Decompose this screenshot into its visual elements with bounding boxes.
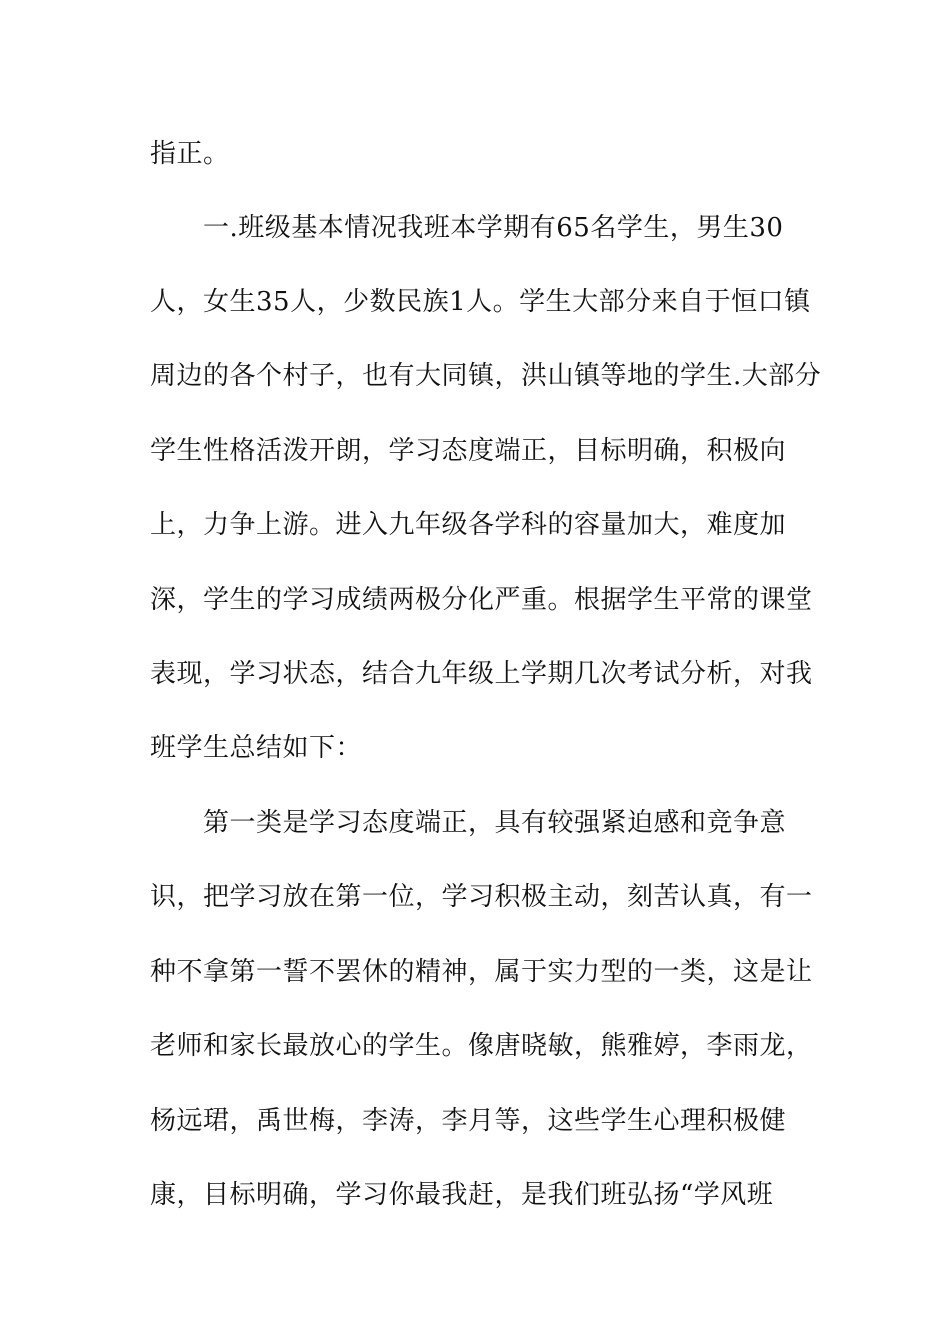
text-line: 人，女生35人，少数民族1人。学生大部分来自于恒口镇 <box>150 287 811 317</box>
text-line: 杨远珺，禹世梅，李涛，李月等，这些学生心理积极健 <box>150 1106 787 1136</box>
text-line: 种不拿第一誓不罢休的精神，属于实力型的一类，这是让 <box>150 957 813 987</box>
text-line: 学生性格活泼开朗，学习态度端正，目标明确，积极向 <box>150 436 787 466</box>
paragraph-first-line: 一.班级基本情况我班本学期有65名学生，男生30 <box>203 213 784 243</box>
text-line: 表现，学习状态，结合九年级上学期几次考试分析，对我 <box>150 659 813 689</box>
text-line: 上，力争上游。进入九年级各学科的容量加大，难度加 <box>150 510 787 540</box>
text-line: 识，把学习放在第一位，学习积极主动，刻苦认真，有一 <box>150 882 813 912</box>
text-line: 老师和家长最放心的学生。像唐晓敏，熊雅婷，李雨龙， <box>150 1031 813 1061</box>
text-line: 周边的各个村子，也有大同镇，洪山镇等地的学生.大部分 <box>150 361 822 391</box>
text-line: 康，目标明确，学习你最我赶，是我们班弘扬“学风班 <box>150 1180 774 1210</box>
text-line: 指正。 <box>150 139 230 169</box>
paragraph-first-line: 第一类是学习态度端正，具有较强紧迫感和竞争意 <box>203 808 787 838</box>
text-line: 深，学生的学习成绩两极分化严重。根据学生平常的课堂 <box>150 585 813 615</box>
text-line: 班学生总结如下： <box>150 733 363 763</box>
